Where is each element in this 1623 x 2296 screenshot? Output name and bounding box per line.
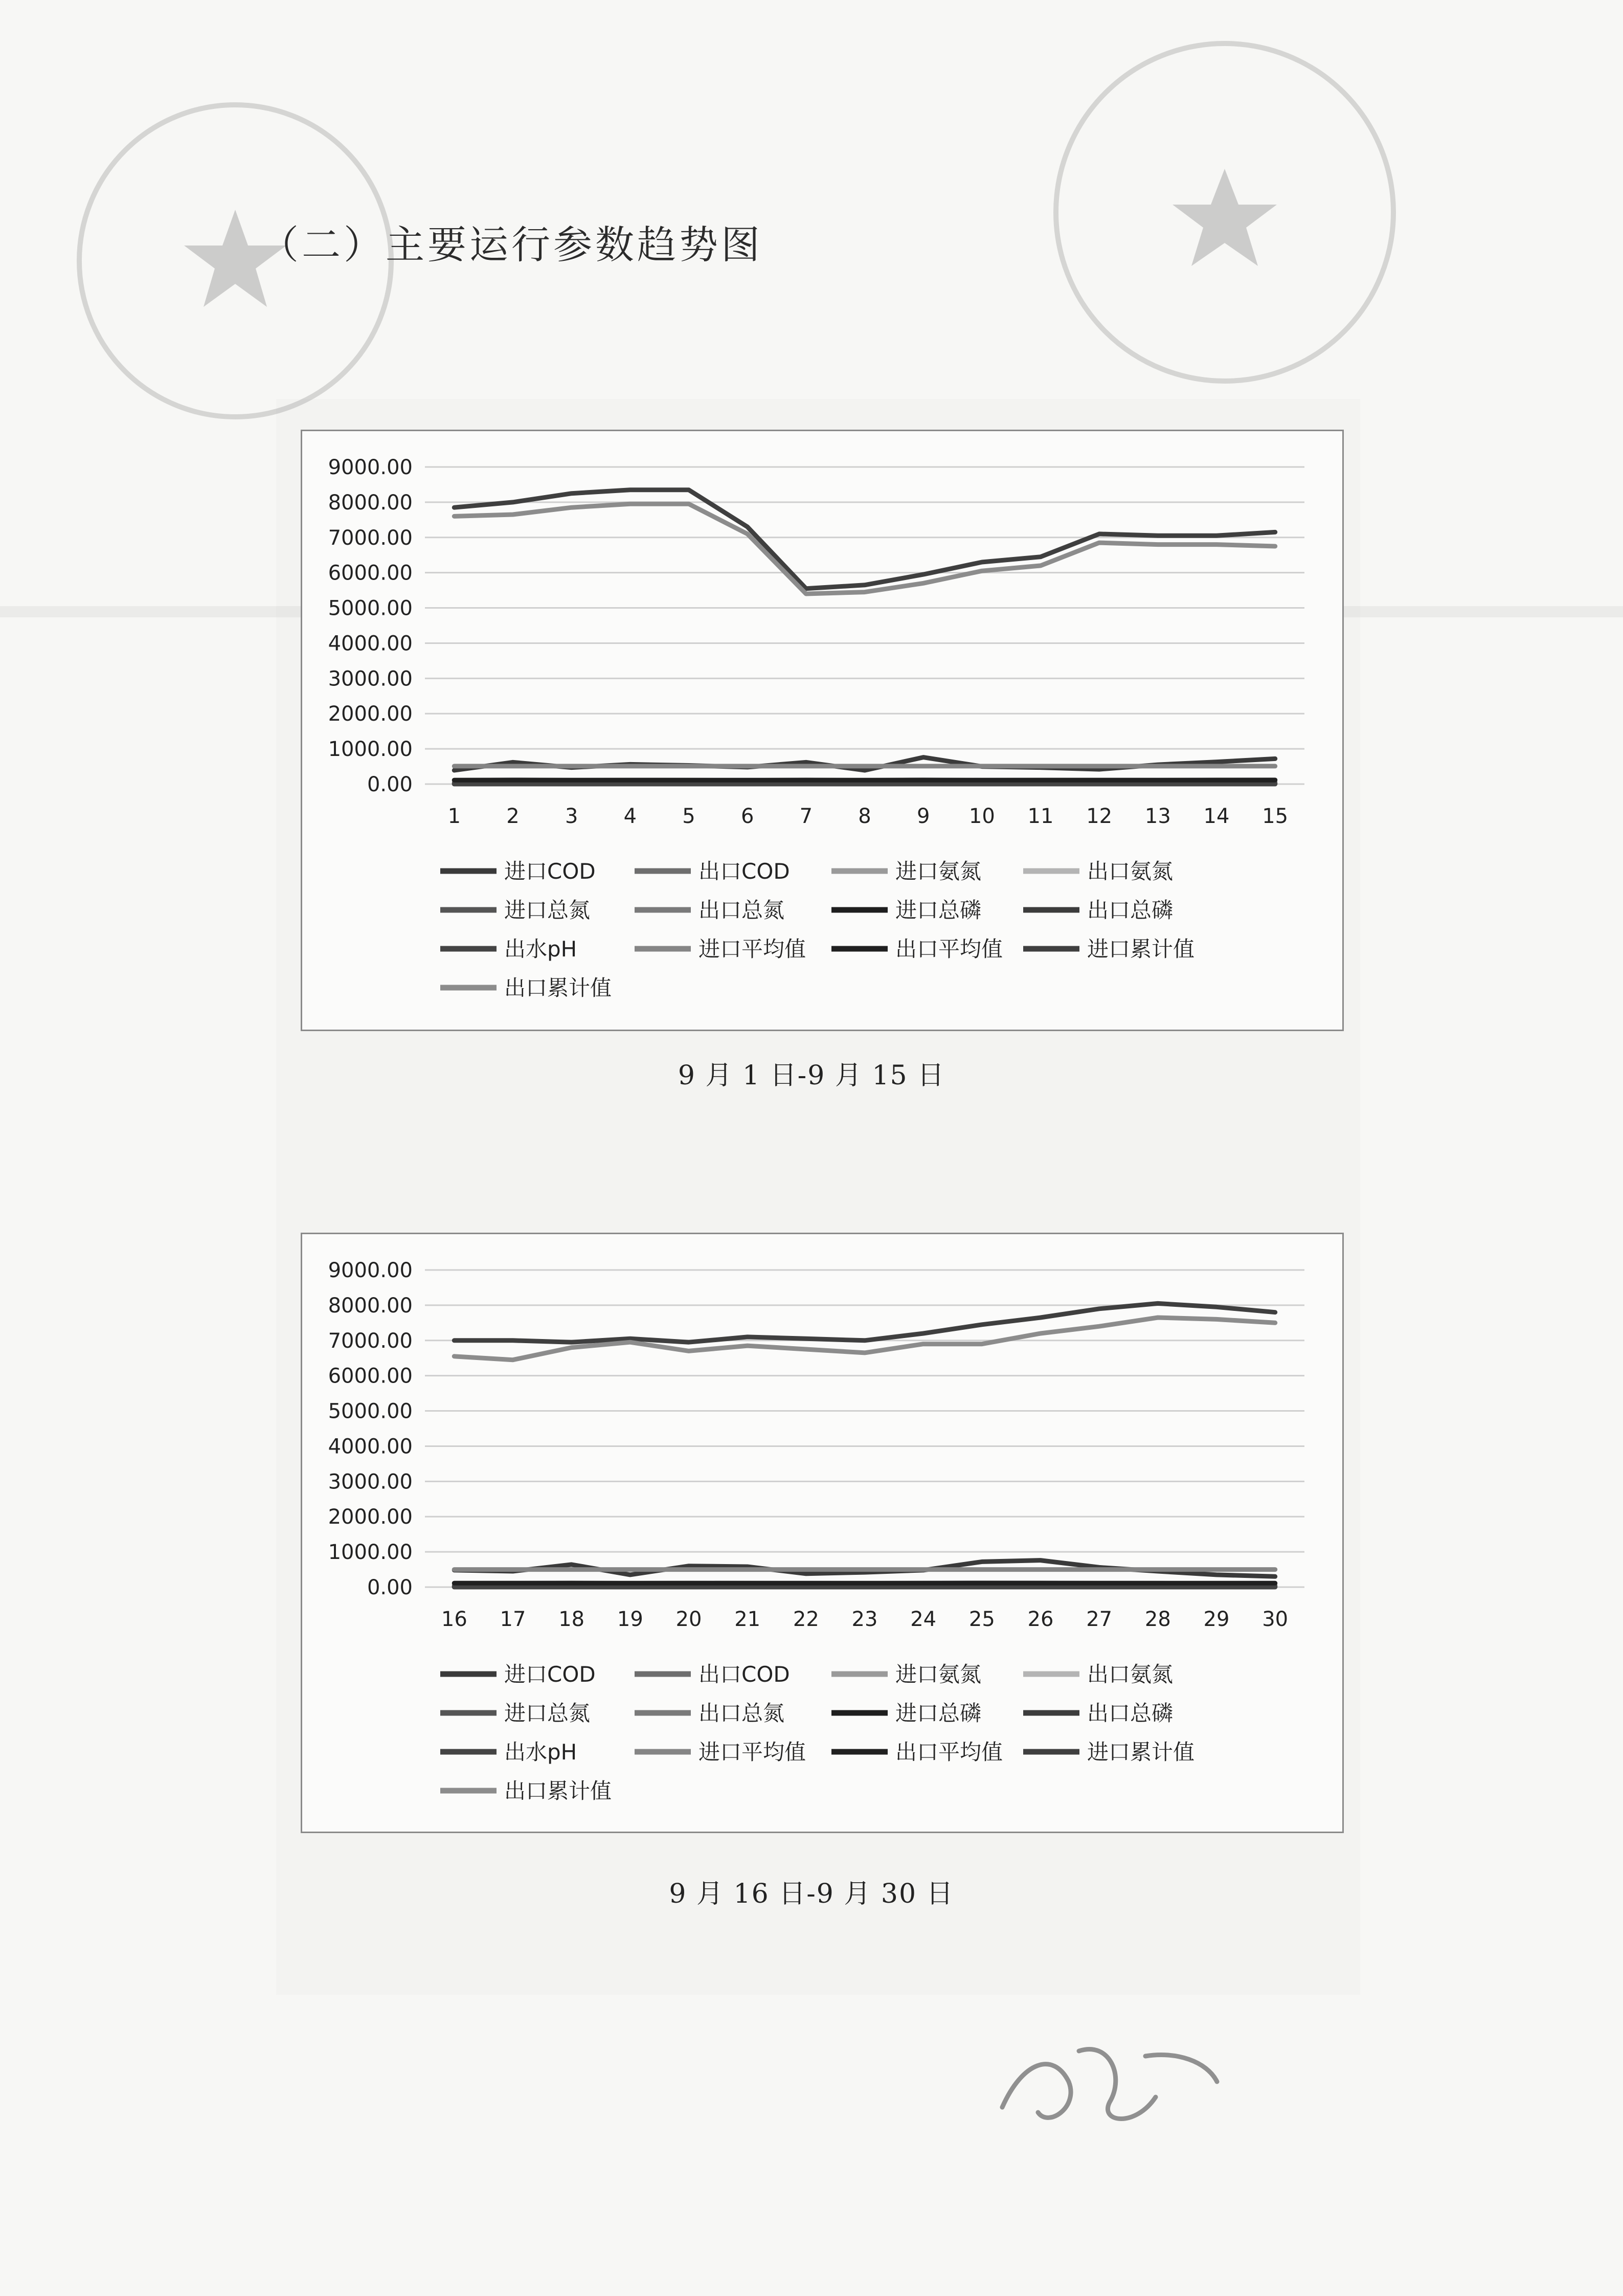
- chart-2-y-tick-label: 9000.00: [328, 1259, 413, 1282]
- chart-2-y-tick-label: 3000.00: [328, 1470, 413, 1494]
- chart-2-x-tick-label: 20: [675, 1608, 702, 1631]
- chart-1-y-tick-label: 5000.00: [328, 596, 413, 620]
- chart-2-x-tick-label: 28: [1144, 1608, 1171, 1631]
- chart-2-y-tick-label: 4000.00: [328, 1435, 413, 1459]
- chart-1-x-tick-label: 1: [447, 805, 461, 828]
- trend-chart-1: [301, 430, 1344, 1031]
- chart-1-legend-label: 出口氨氮: [1087, 859, 1174, 884]
- chart-2-x-tick-label: 30: [1262, 1608, 1289, 1631]
- chart-2-y-tick-label: 0.00: [367, 1576, 413, 1599]
- trend-chart-1-svg: [302, 431, 1342, 1030]
- chart-1-x-tick-label: 6: [740, 805, 754, 828]
- chart-1-x-tick-label: 13: [1144, 805, 1171, 828]
- chart-1-legend-label: 进口总氮: [504, 898, 591, 923]
- chart-1-legend-label: 出口总氮: [698, 898, 785, 923]
- chart-1-legend-label: 进口总磷: [895, 898, 982, 923]
- chart-1-caption: 9 月 1 日-9 月 15 日: [678, 1060, 945, 1091]
- chart-2-x-tick-label: 16: [441, 1608, 467, 1631]
- chart-1-x-tick-label: 10: [968, 805, 995, 828]
- chart-2-legend-label: 进口COD: [504, 1662, 596, 1687]
- chart-2-legend-label: 出口COD: [698, 1662, 790, 1687]
- chart-1-legend-label: 出口平均值: [895, 937, 1003, 962]
- chart-2-y-tick-label: 2000.00: [328, 1505, 413, 1529]
- chart-1-y-tick-label: 0.00: [367, 773, 413, 796]
- chart-1-x-tick-label: 8: [858, 805, 871, 828]
- chart-2-y-tick-label: 6000.00: [328, 1364, 413, 1388]
- chart-1-y-tick-label: 7000.00: [328, 526, 413, 550]
- handwritten-signature: [992, 2020, 1227, 2153]
- chart-2-x-tick-label: 17: [500, 1608, 526, 1631]
- chart-2-series-line: [454, 1303, 1275, 1342]
- chart-1-legend-label: 出口COD: [698, 859, 790, 884]
- chart-2-y-tick-label: 1000.00: [328, 1541, 413, 1565]
- chart-2-caption: 9 月 16 日-9 月 30 日: [669, 1879, 954, 1909]
- chart-2-legend-label: 进口平均值: [698, 1740, 806, 1765]
- chart-1-x-tick-label: 7: [799, 805, 813, 828]
- official-seal-right: [1053, 41, 1396, 384]
- chart-1-x-tick-label: 9: [916, 805, 930, 828]
- chart-1-x-tick-label: 11: [1027, 805, 1054, 828]
- chart-2-legend-label: 出口总氮: [698, 1701, 785, 1726]
- chart-1-y-tick-label: 8000.00: [328, 491, 413, 515]
- chart-2-legend-label: 出口累计值: [504, 1778, 612, 1803]
- chart-2-x-tick-label: 19: [617, 1608, 643, 1631]
- chart-2-legend-label: 出水pH: [504, 1740, 577, 1765]
- chart-2-y-tick-label: 8000.00: [328, 1294, 413, 1318]
- chart-2-x-tick-label: 25: [968, 1608, 995, 1631]
- chart-2-x-tick-label: 23: [851, 1608, 878, 1631]
- chart-2-x-tick-label: 18: [558, 1608, 585, 1631]
- chart-2-legend-label: 进口总磷: [895, 1701, 982, 1726]
- chart-1-x-tick-label: 5: [682, 805, 695, 828]
- chart-1-x-tick-label: 3: [565, 805, 578, 828]
- chart-1-legend-label: 进口氨氮: [895, 859, 982, 884]
- chart-1-y-tick-label: 1000.00: [328, 738, 413, 762]
- chart-1-x-tick-label: 2: [506, 805, 520, 828]
- page-heading: （二）主要运行参数趋势图: [260, 222, 763, 268]
- chart-2-legend-label: 进口总氮: [504, 1701, 591, 1726]
- chart-1-legend-label: 出口累计值: [504, 975, 612, 1000]
- chart-2-legend-label: 进口氨氮: [895, 1662, 982, 1687]
- chart-1-y-tick-label: 3000.00: [328, 667, 413, 691]
- chart-2-x-tick-label: 21: [734, 1608, 761, 1631]
- chart-1-series-line: [454, 504, 1275, 594]
- chart-1-legend-label: 出水pH: [504, 937, 577, 962]
- chart-2-legend-label: 进口累计值: [1087, 1740, 1195, 1765]
- trend-chart-2: [301, 1233, 1344, 1833]
- chart-2-y-tick-label: 5000.00: [328, 1399, 413, 1423]
- chart-1-y-tick-label: 6000.00: [328, 561, 413, 585]
- chart-2-x-tick-label: 29: [1203, 1608, 1230, 1631]
- chart-2-y-tick-label: 7000.00: [328, 1329, 413, 1353]
- chart-2-legend-label: 出口平均值: [895, 1740, 1003, 1765]
- chart-1-x-tick-label: 4: [623, 805, 637, 828]
- chart-1-legend-label: 出口总磷: [1087, 898, 1174, 923]
- chart-2-x-tick-label: 22: [793, 1608, 819, 1631]
- chart-2-legend-label: 出口氨氮: [1087, 1662, 1174, 1687]
- chart-1-x-tick-label: 12: [1086, 805, 1113, 828]
- chart-1-series-line: [454, 490, 1275, 589]
- chart-2-x-tick-label: 26: [1027, 1608, 1054, 1631]
- chart-2-x-tick-label: 24: [910, 1608, 937, 1631]
- chart-1-legend-label: 进口累计值: [1087, 937, 1195, 962]
- chart-2-x-tick-label: 27: [1086, 1608, 1113, 1631]
- chart-2-legend-label: 出口总磷: [1087, 1701, 1174, 1726]
- chart-1-y-tick-label: 4000.00: [328, 632, 413, 656]
- trend-chart-2-svg: [302, 1234, 1342, 1832]
- seal-star-icon: [1058, 46, 1391, 378]
- chart-1-x-tick-label: 15: [1262, 805, 1289, 828]
- chart-1-y-tick-label: 2000.00: [328, 702, 413, 726]
- chart-1-y-tick-label: 9000.00: [328, 456, 413, 479]
- chart-1-legend-label: 进口平均值: [698, 937, 806, 962]
- chart-1-x-tick-label: 14: [1203, 805, 1230, 828]
- chart-1-legend-label: 进口COD: [504, 859, 596, 884]
